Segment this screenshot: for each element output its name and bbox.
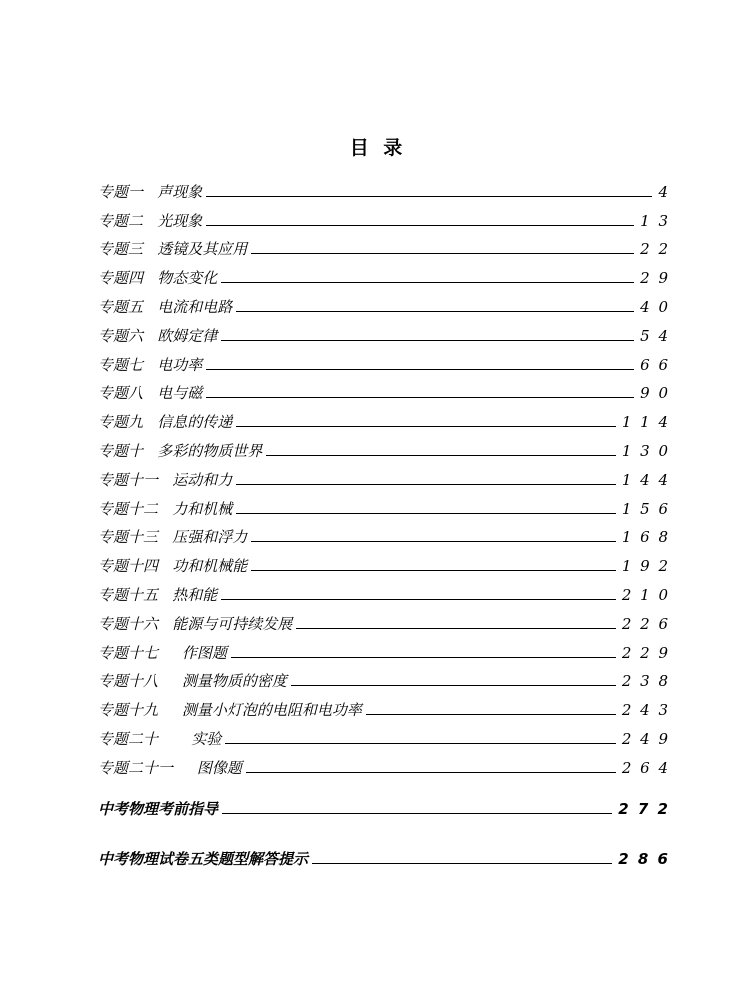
toc-entry[interactable] [98,434,670,463]
table-of-contents [98,175,670,871]
toc-entry[interactable] [98,521,670,550]
leader-line [222,813,612,814]
leader-line [251,541,616,542]
toc-entry-label: 专题八 电与磁 [98,384,203,403]
toc-entry-label: 专题七 电功率 [98,355,203,374]
leader-line [231,657,616,658]
toc-entry[interactable] [98,319,670,348]
toc-extra-page: 2 8 6 [618,850,670,869]
toc-entry[interactable] [98,722,670,751]
toc-entry-label: 专题三 透镜及其应用 [98,240,248,259]
leader-line [221,282,634,283]
leader-line [312,863,612,864]
toc-extra-label: 中考物理考前指导 [98,799,219,818]
toc-entry[interactable] [98,204,670,233]
toc-entry[interactable] [98,492,670,521]
toc-entry-page: 5 4 [640,326,670,345]
toc-entry[interactable] [98,175,670,204]
toc-entry-label: 专题六 欧姆定律 [98,326,218,345]
toc-entry[interactable] [98,636,670,665]
toc-entry-page: 1 3 0 [621,441,670,460]
toc-entry[interactable] [98,377,670,406]
toc-entry[interactable] [98,233,670,262]
toc-entry-label: 专题十七 作图题 [98,643,227,662]
toc-entry[interactable] [98,463,670,492]
toc-extra-entry[interactable] [98,792,670,821]
leader-line [206,369,634,370]
toc-entry[interactable] [98,290,670,319]
leader-line [206,196,652,197]
toc-entry-page: 1 4 4 [621,470,670,489]
toc-entry-label: 专题十三 压强和浮力 [98,528,248,547]
toc-entry-label: 专题四 物态变化 [98,269,218,288]
toc-entry-label: 专题十 多彩的物质世界 [98,441,263,460]
page-title: 目 录 [349,137,407,159]
leader-line [221,599,616,600]
leader-line [236,311,634,312]
toc-entry-label: 专题十五 热和能 [98,585,218,604]
toc-entry[interactable] [98,405,670,434]
toc-entry[interactable] [98,665,670,694]
section-gap [98,780,670,792]
toc-entry-label: 专题十八 测量物质的密度 [98,672,287,691]
toc-entry-label: 专题十六 能源与可持续发展 [98,614,293,633]
toc-entry-page: 2 6 4 [621,758,670,777]
toc-entry-page: 1 1 4 [621,413,670,432]
leader-line [291,685,616,686]
toc-entry-label: 专题十二 力和机械 [98,499,233,518]
leader-line [206,397,634,398]
leader-line [251,570,616,571]
toc-entry-label: 专题二 光现象 [98,211,203,230]
toc-entry-page: 9 0 [640,384,670,403]
leader-line [251,253,634,254]
toc-extra-page: 2 7 2 [618,799,670,818]
leader-line [366,714,616,715]
toc-entry-page: 2 2 9 [621,643,670,662]
toc-entry-label: 专题五 电流和电路 [98,297,233,316]
leader-line [236,426,616,427]
toc-entry-label: 专题十九 测量小灯泡的电阻和电功率 [98,701,362,720]
leader-line [236,513,616,514]
toc-extra-label: 中考物理试卷五类题型解答提示 [98,850,309,869]
toc-entry-page: 6 6 [640,355,670,374]
toc-entry-page: 4 [658,182,670,201]
toc-extra-entry[interactable] [98,843,670,872]
toc-entry-page: 1 9 2 [621,557,670,576]
toc-entry[interactable] [98,261,670,290]
toc-entry-label: 专题十四 功和机械能 [98,557,248,576]
leader-line [206,225,634,226]
toc-entry[interactable] [98,578,670,607]
toc-entry-label: 专题二十一 图像题 [98,758,242,777]
toc-entry-page: 4 0 [640,297,670,316]
leader-line [225,743,615,744]
toc-entry-page: 2 4 3 [621,701,670,720]
toc-entry-label: 专题二十 实验 [98,729,222,748]
toc-entry-label: 专题一 声现象 [98,182,203,201]
toc-entry-page: 2 9 [640,269,670,288]
leader-line [236,484,616,485]
toc-entry-label: 专题九 信息的传递 [98,413,233,432]
toc-entry-page: 1 5 6 [621,499,670,518]
leader-line [246,772,616,773]
toc-entry-page: 1 6 8 [621,528,670,547]
toc-entry-page: 2 2 [640,240,670,259]
toc-entry-page: 2 3 8 [621,672,670,691]
toc-entry-label: 专题十一 运动和力 [98,470,233,489]
section-gap [98,821,670,843]
leader-line [266,455,616,456]
toc-entry-page: 2 2 6 [621,614,670,633]
toc-entry-page: 2 4 9 [621,729,670,748]
toc-entry[interactable] [98,348,670,377]
toc-entry-page: 2 1 0 [621,585,670,604]
toc-entry-page: 1 3 [640,211,670,230]
leader-line [221,340,634,341]
leader-line [296,628,616,629]
toc-entry[interactable] [98,693,670,722]
toc-entry[interactable] [98,751,670,780]
toc-entry[interactable] [98,607,670,636]
toc-entry[interactable] [98,549,670,578]
